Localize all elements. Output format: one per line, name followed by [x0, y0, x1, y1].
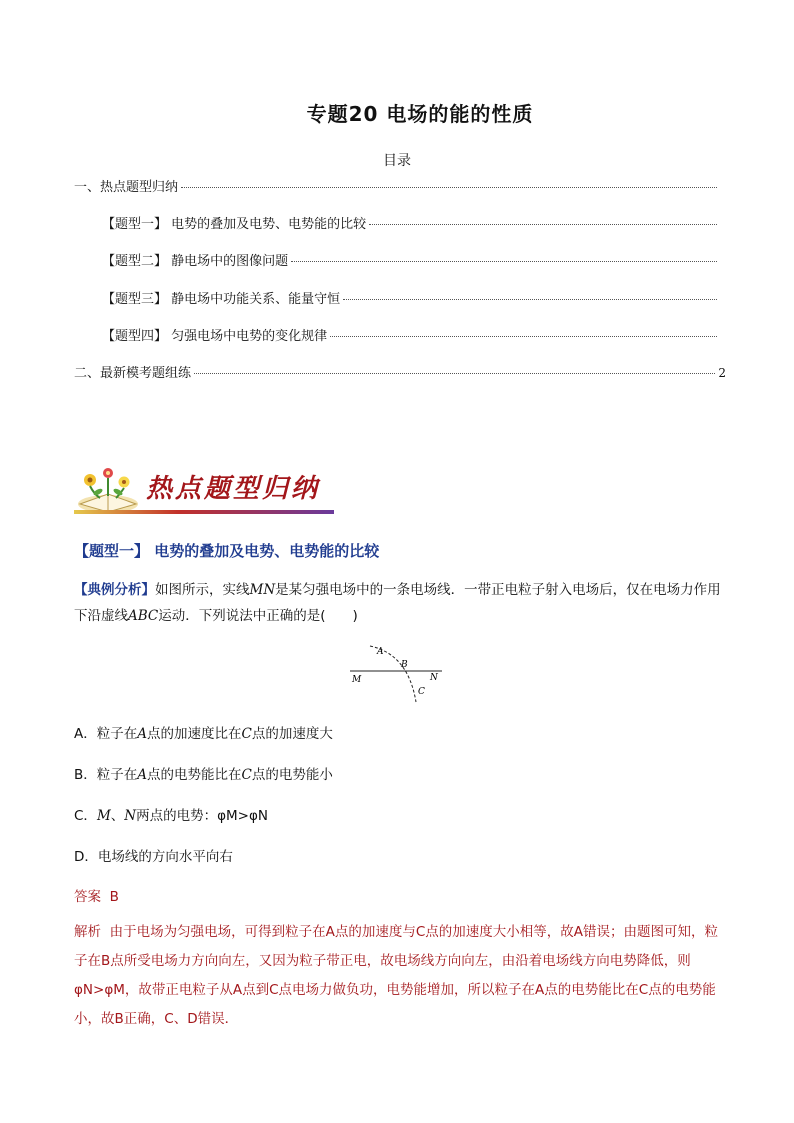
toc-leader-dots — [291, 260, 717, 262]
toc-item-label: 一、热点题型归纳 — [74, 180, 179, 195]
toc-item-label: 【题型一】 电势的叠加及电势、电势能的比较 — [102, 217, 367, 232]
toc-leader-dots — [343, 298, 717, 300]
toc-item-label: 【题型四】 匀强电场中电势的变化规律 — [102, 329, 328, 344]
toc-item[interactable] — [102, 288, 726, 307]
example-text: 运动．下列说法中正确的是( ) — [158, 608, 358, 624]
answer-value: B — [109, 889, 119, 905]
toc-item-label: 二、最新模考题组练 — [74, 366, 192, 381]
option-a[interactable] — [74, 722, 333, 742]
option-text: D．电场线的方向水平向右 — [74, 849, 233, 865]
document-title: 专题20 电场的能的性质 — [306, 102, 534, 126]
banner-underline — [74, 510, 334, 514]
example-tag: 【典例分析】 — [74, 582, 155, 598]
toc-item[interactable] — [102, 325, 726, 344]
option-text: 点的加速度大 — [251, 726, 333, 742]
line-mn: MN — [249, 582, 276, 598]
option-var: M — [96, 808, 111, 824]
label-n: N — [430, 673, 438, 683]
option-text: B．粒子在 — [74, 767, 138, 783]
option-text: 点的加速度比在 — [147, 726, 242, 742]
option-text: A．粒子在 — [74, 726, 138, 742]
option-c[interactable] — [74, 804, 268, 824]
option-text: 两点的电势：φM>φN — [136, 808, 268, 824]
toc-item[interactable] — [102, 213, 726, 232]
label-c: C — [418, 687, 425, 697]
label-m: M — [352, 675, 362, 685]
label-b: B — [401, 660, 408, 670]
toc-item[interactable] — [102, 250, 726, 269]
option-var: C — [241, 767, 252, 783]
toc-leader-dots — [330, 335, 717, 337]
option-d[interactable] — [74, 845, 233, 865]
toc-item-label: 【题型三】 静电场中功能关系、能量守恒 — [102, 292, 341, 307]
option-text: 点的电势能比在 — [147, 767, 242, 783]
toc-item-label: 【题型二】 静电场中的图像问题 — [102, 254, 289, 269]
option-text: 点的电势能小 — [251, 767, 333, 783]
analysis-label: 解析 — [74, 924, 101, 940]
toc-item-page: 2 — [718, 366, 726, 380]
option-text: C． — [74, 808, 97, 824]
section-heading: 【题型一】 电势的叠加及电势、电势能的比较 — [74, 542, 380, 560]
toc-item[interactable] — [74, 176, 726, 195]
example-paragraph — [74, 577, 722, 629]
option-text: 、 — [110, 808, 125, 824]
option-var: C — [241, 726, 252, 742]
toc-leader-dots — [369, 223, 717, 225]
analysis-text: 由于电场为匀强电场，可得到粒子在A点的加速度与C点的加速度大小相等，故A错误；由题图可知，粒子在B点所受电场力方向向左，又因为粒子带正电，故电场线方向向左，由沿着电场线方向电势降低，则φN>φM，故带正电粒子从A点到C点电场力做负功，电势能增加，所以粒子在A点的电势能比在C点的电势能小，故B正确，C、D错误． — [74, 924, 718, 1027]
option-var: A — [137, 767, 148, 783]
path-abc: ABC — [128, 608, 159, 624]
toc-heading: 目录 — [383, 153, 411, 169]
label-a: A — [377, 647, 384, 657]
answer-line — [74, 885, 119, 905]
toc-item[interactable] — [74, 362, 726, 381]
option-var: A — [137, 726, 147, 742]
example-text: 如图所示，实线 — [155, 582, 250, 598]
option-var: N — [124, 808, 137, 824]
toc-leader-dots — [181, 186, 717, 188]
example-text: 是某匀强电场中的一条电场线．一带正电粒子射入电场后，仅在电场力作用下沿虚线 — [74, 582, 721, 624]
toc-leader-dots — [194, 372, 715, 374]
banner-title: 热点题型归纳 — [146, 474, 321, 504]
field-line-figure — [346, 640, 446, 706]
analysis-paragraph — [74, 918, 726, 1034]
option-b[interactable] — [74, 763, 333, 783]
answer-label: 答案 — [74, 889, 101, 905]
